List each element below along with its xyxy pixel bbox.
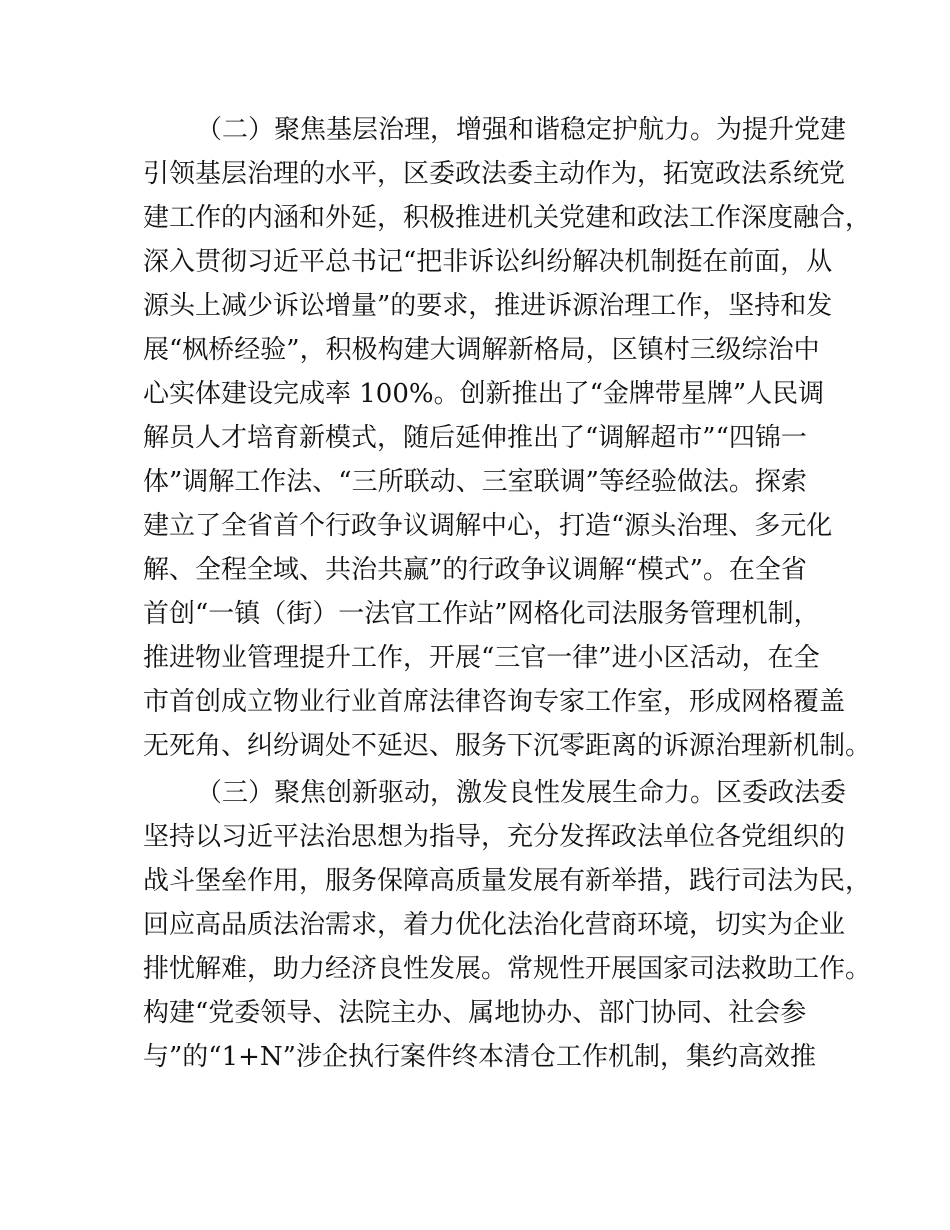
text-line: 引领基层治理的水平，区委政法委主动作为，拓宽政法系统党	[143, 159, 846, 189]
text-line: 构建“党委领导、法院主办、属地协办、部门协同、社会参	[143, 998, 807, 1028]
text-line: （三）聚焦创新驱动，激发良性发展生命力。区委政法委	[196, 778, 847, 808]
text-line: 无死角、纠纷调处不延迟、服务下沉零距离的诉源治理新机制。	[143, 731, 872, 761]
text-line: 体”调解工作法、“三所联动、三室联调”等经验做法。探索	[143, 467, 807, 497]
text-line: 回应高品质法治需求，着力优化法治化营商环境，切实为企业	[143, 910, 846, 940]
text-line: （二）聚焦基层治理，增强和谐稳定护航力。为提升党建	[196, 115, 847, 145]
text-line: 解、全程全域、共治共赢”的行政争议调解“模式”。在全省	[143, 555, 807, 585]
text-line: 排忧解难，助力经济良性发展。常规性开展国家司法救助工作。	[143, 954, 872, 984]
text-line: 源头上减少诉讼增量”的要求，推进诉源治理工作，坚持和发	[143, 291, 833, 321]
text-line: 建工作的内涵和外延，积极推进机关党建和政法工作深度融合，	[143, 203, 872, 233]
text-line: 心实体建设完成率 100%。创新推出了“金牌带星牌”人民调	[143, 379, 825, 409]
text-line: 展“枫桥经验”，积极构建大调解新格局，区镇村三级综治中	[143, 335, 820, 365]
text-line: 战斗堡垒作用，服务保障高质量发展有新举措，践行司法为民，	[143, 866, 872, 896]
text-line: 市首创成立物业行业首席法律咨询专家工作室，形成网格覆盖	[143, 687, 846, 717]
text-line: 坚持以习近平法治思想为指导，充分发挥政法单位各党组织的	[143, 822, 846, 852]
text-line: 深入贯彻习近平总书记“把非诉讼纠纷解决机制挺在前面，从	[143, 247, 833, 277]
text-line: 首创“一镇（街）一法官工作站”网格化司法服务管理机制，	[143, 599, 820, 629]
text-line: 解员人才培育新模式，随后延伸推出了“调解超市”“四锦一	[143, 423, 807, 453]
text-line: 与”的“1+N”涉企执行案件终本清仓工作机制，集约高效推	[143, 1042, 816, 1072]
text-line: 推进物业管理提升工作，开展“三官一律”进小区活动，在全	[143, 643, 820, 673]
text-line: 建立了全省首个行政争议调解中心，打造“源头治理、多元化	[143, 511, 833, 541]
